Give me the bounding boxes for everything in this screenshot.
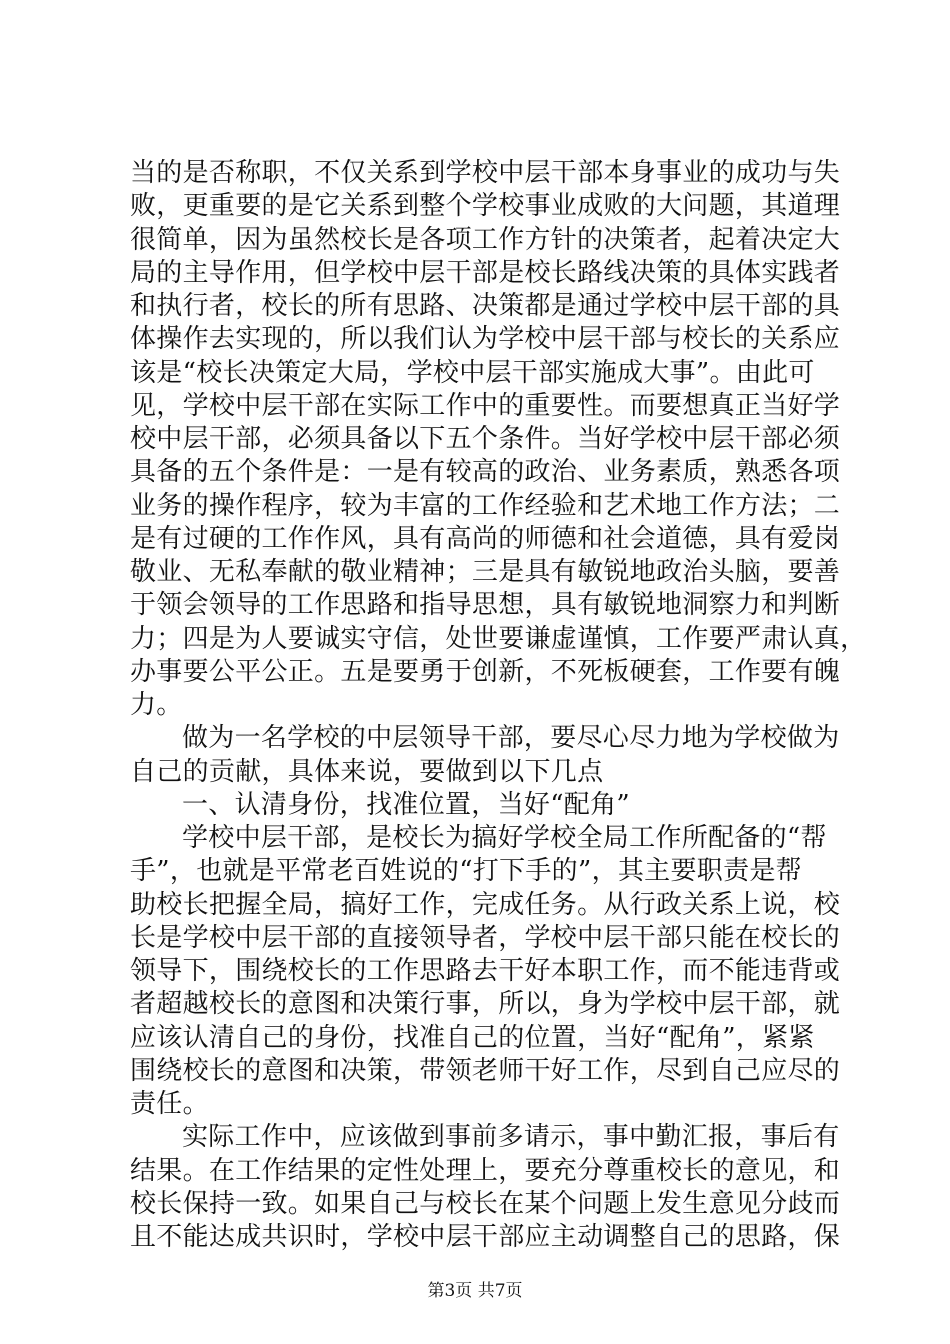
text-line: 一、认清身份，找准位置，当好“配角” (182, 789, 630, 820)
document-body (130, 157, 867, 1254)
text-line: 做为一名学校的中层领导干部，要尽心尽力地为学校做为 (182, 723, 840, 754)
text-line: 局的主导作用，但学校中层干部是校长路线决策的具体实践者 (130, 257, 841, 288)
text-line: 于领会领导的工作思路和指导思想，具有敏锐地洞察力和判断 (130, 590, 841, 621)
text-line: 手”，也就是平常老百姓说的“打下手的”，其主要职责是帮 (130, 856, 802, 887)
text-line: 者超越校长的意图和决策行事，所以，身为学校中层干部，就 (130, 989, 841, 1020)
text-line: 应该认清自己的身份，找准自己的位置，当好“配角”，紧紧 (130, 1022, 815, 1053)
text-line: 校长保持一致。如果自己与校长在某个问题上发生意见分歧而 (130, 1188, 841, 1219)
text-line: 具备的五个条件是：一是有较高的政治、业务素质，熟悉各项 (130, 457, 841, 488)
text-line: 结果。在工作结果的定性处理上，要充分尊重校长的意见，和 (130, 1155, 841, 1186)
text-line: 败，更重要的是它关系到整个学校事业成败的大问题，其道理 (130, 191, 841, 222)
text-line: 很简单，因为虽然校长是各项工作方针的决策者，起着决定大 (130, 224, 841, 255)
page-footer: 第3页 共7页 (427, 1281, 523, 1301)
text-line: 力。 (130, 690, 183, 720)
text-line: 实际工作中，应该做到事前多请示，事中勤汇报，事后有 (182, 1122, 840, 1153)
text-line: 力；四是为人要诚实守信，处世要谦虚谨慎，工作要严肃认真， (130, 623, 867, 654)
text-line: 当的是否称职，不仅关系到学校中层干部本身事业的成功与失 (130, 158, 841, 188)
text-line: 责任。 (130, 1089, 209, 1119)
text-line: 办事要公平公正。五是要勇于创新，不死板硬套，工作要有魄 (130, 656, 841, 687)
text-line: 见，学校中层干部在实际工作中的重要性。而要想真正当好学 (130, 390, 841, 421)
text-line: 校中层干部，必须具备以下五个条件。当好学校中层干部必须 (130, 424, 841, 454)
text-line: 且不能达成共识时，学校中层干部应主动调整自己的思路，保 (130, 1222, 841, 1252)
text-line: 助校长把握全局，搞好工作，完成任务。从行政关系上说，校 (130, 889, 841, 920)
text-line: 围绕校长的意图和决策，带领老师干好工作，尽到自己应尽的 (130, 1055, 841, 1086)
text-line: 和执行者，校长的所有思路、决策都是通过学校中层干部的具 (130, 291, 841, 321)
text-line: 敬业、无私奉献的敬业精神；三是具有敏锐地政治头脑，要善 (130, 557, 841, 587)
text-line: 长是学校中层干部的直接领导者，学校中层干部只能在校长的 (130, 922, 841, 953)
text-line: 是有过硬的工作作风，具有高尚的师德和社会道德，具有爱岗 (130, 523, 841, 554)
text-line: 业务的操作程序，较为丰富的工作经验和艺术地工作方法；二 (130, 490, 841, 521)
text-line: 该是“校长决策定大局，学校中层干部实施成大事”。由此可 (130, 357, 815, 388)
text-line: 自己的贡献，具体来说，要做到以下几点 (130, 756, 604, 787)
text-line: 学校中层干部，是校长为搞好学校全局工作所配备的“帮 (182, 823, 827, 853)
text-line: 领导下，围绕校长的工作思路去干好本职工作，而不能违背或 (130, 956, 841, 986)
text-line: 体操作去实现的，所以我们认为学校中层干部与校长的关系应 (130, 324, 841, 355)
